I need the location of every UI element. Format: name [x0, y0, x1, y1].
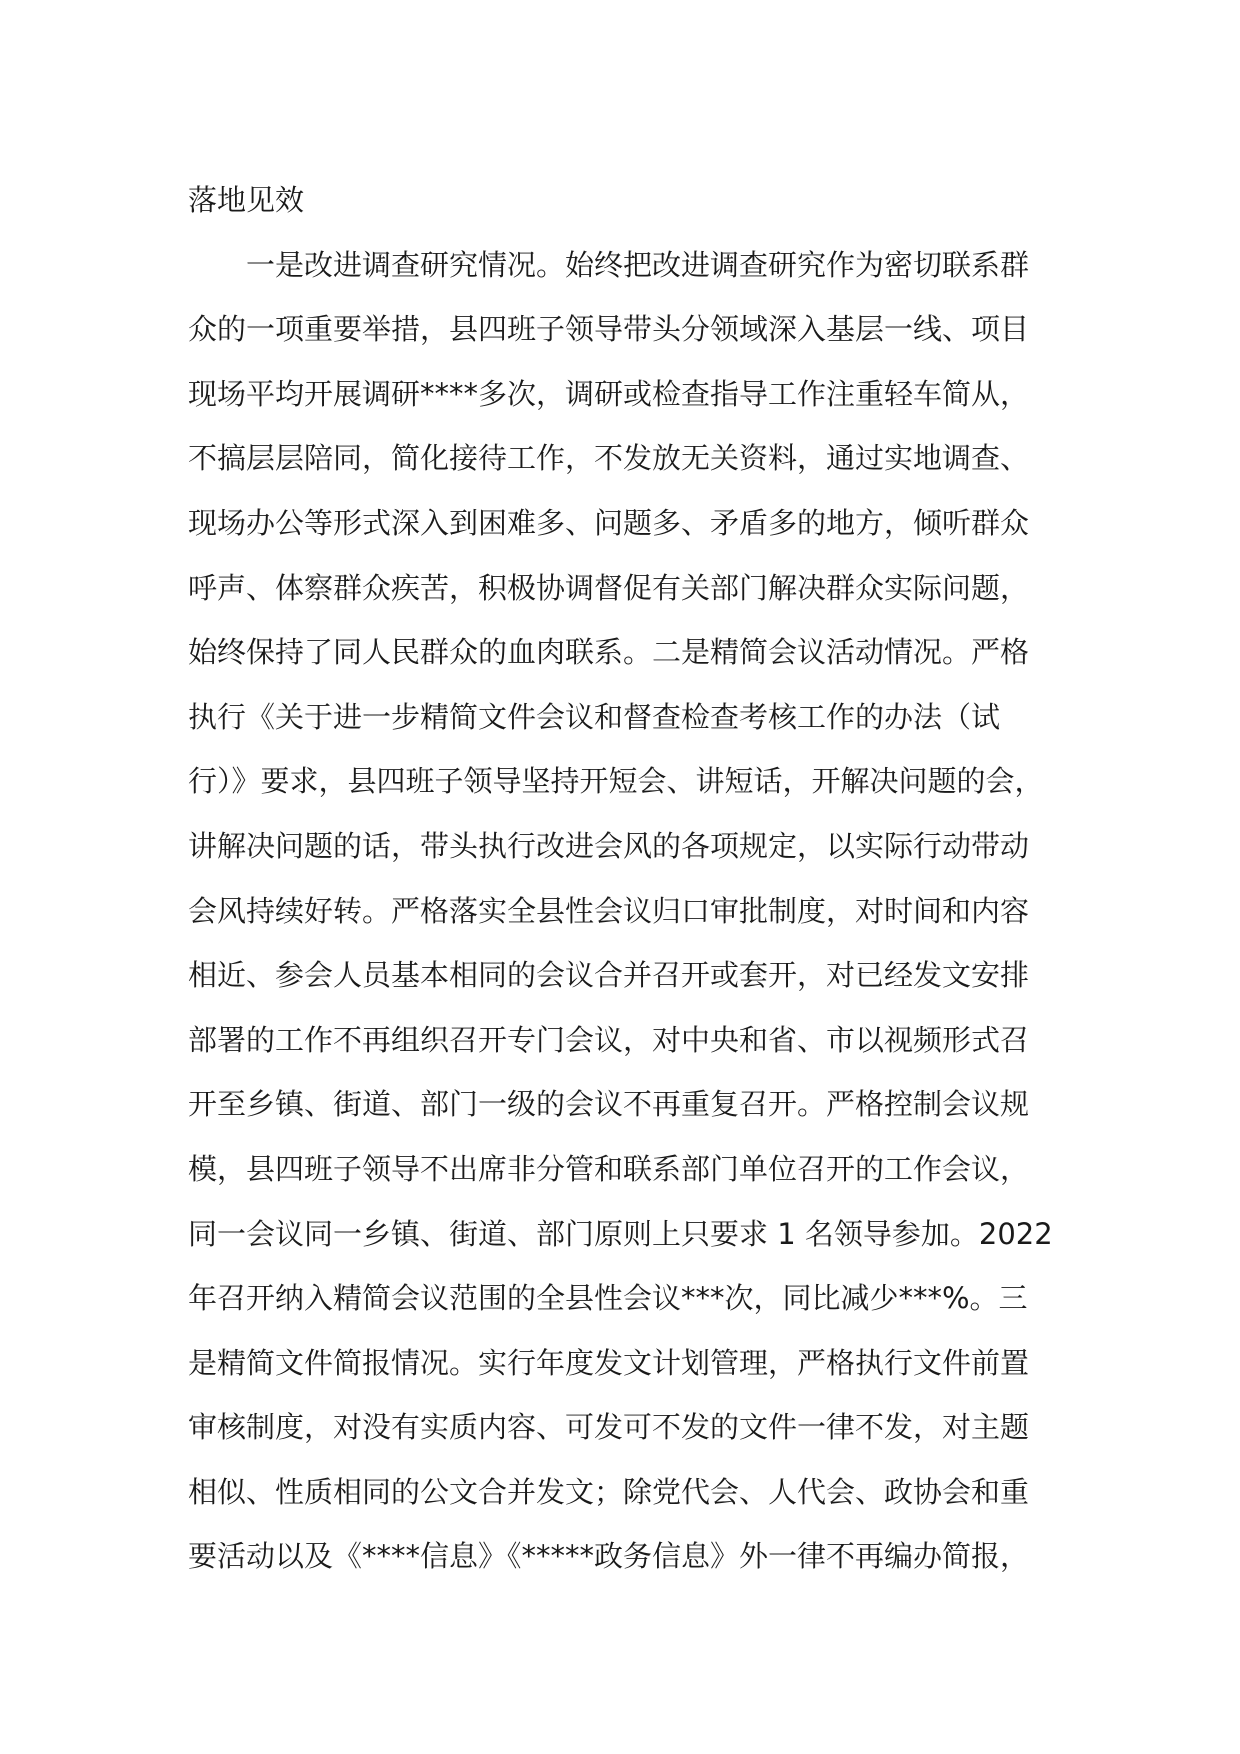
text-line: 讲解决问题的话，带头执行改进会风的各项规定，以实际行动带动 — [188, 828, 1030, 863]
text-line: 开至乡镇、街道、部门一级的会议不再重复召开。严格控制会议规 — [188, 1087, 1030, 1122]
text-line: 行）》要求，县四班子领导坚持开短会、讲短话，开解决问题的会， — [188, 764, 1044, 799]
text-line: 是精简文件简报情况。实行年度发文计划管理，严格执行文件前置 — [188, 1345, 1030, 1380]
text-line: 相似、性质相同的公文合并发文；除党代会、人代会、政协会和重 — [188, 1474, 1030, 1509]
text-line: 现场办公等形式深入到困难多、问题多、矛盾多的地方，倾听群众 — [188, 505, 1030, 540]
text-line: 呼声、体察群众疾苦，积极协调督促有关部门解决群众实际问题， — [188, 570, 1030, 605]
body-text — [188, 168, 1068, 1589]
text-line: 相近、参会人员基本相同的会议合并召开或套开，对已经发文安排 — [188, 958, 1030, 993]
text-line: 众的一项重要举措，县四班子领导带头分领域深入基层一线、项目 — [188, 312, 1030, 347]
text-line: 现场平均开展调研****多次，调研或检查指导工作注重轻车简从， — [188, 376, 1030, 411]
text-line: 要活动以及《****信息》《*****政务信息》外一律不再编办简报， — [188, 1539, 1030, 1574]
text-line: 一是改进调查研究情况。始终把改进调查研究作为密切联系群 — [246, 247, 1030, 282]
text-line: 同一会议同一乡镇、街道、部门原则上只要求 1 名领导参加。2022 — [188, 1216, 1053, 1251]
text-line: 审核制度，对没有实质内容、可发可不发的文件一律不发，对主题 — [188, 1410, 1030, 1445]
text-line: 落地见效 — [188, 183, 305, 217]
text-line: 执行《关于进一步精简文件会议和督查检查考核工作的办法（试 — [188, 699, 1001, 734]
text-line: 始终保持了同人民群众的血肉联系。二是精简会议活动情况。严格 — [188, 635, 1030, 670]
text-line: 不搞层层陪同，简化接待工作，不发放无关资料，通过实地调查、 — [188, 441, 1030, 476]
text-line: 部署的工作不再组织召开专门会议，对中央和省、市以视频形式召 — [188, 1022, 1030, 1057]
text-line: 会风持续好转。严格落实全县性会议归口审批制度，对时间和内容 — [188, 893, 1030, 928]
text-line: 模，县四班子领导不出席非分管和联系部门单位召开的工作会议， — [188, 1151, 1030, 1186]
text-line: 年召开纳入精简会议范围的全县性会议***次，同比减少***%。三 — [188, 1281, 1028, 1316]
